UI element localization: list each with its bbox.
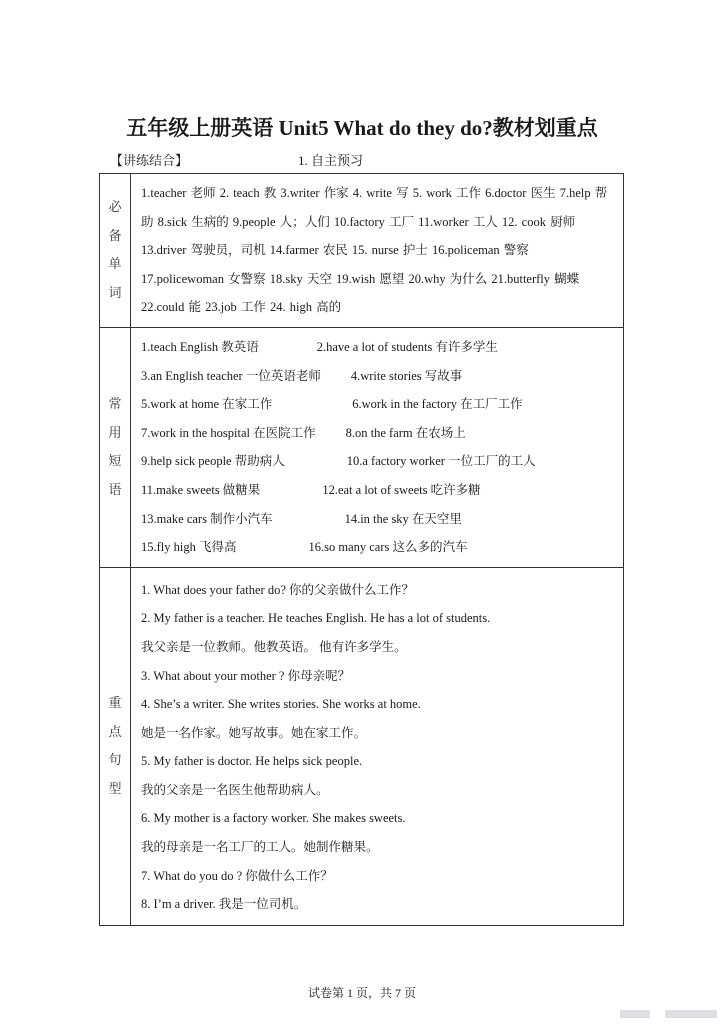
phrase: 7.work in the hospital 在医院工作 (141, 425, 316, 440)
label-char: 点 (108, 723, 122, 739)
sentence-line: 她是一名作家。她写故事。她在家工作。 (141, 725, 367, 740)
phrase: 1.teach English 教英语 (141, 339, 259, 354)
section-tag: 【讲练结合】 (110, 153, 189, 168)
label-char: 单 (108, 256, 122, 272)
page-title: 五年级上册英语 Unit5 What do they do?教材划重点 (126, 116, 598, 140)
phrase-row (141, 333, 615, 362)
phrase: 5.work at home 在家工作 (141, 397, 273, 412)
label-char: 短 (108, 453, 122, 469)
phrase: 2.have a lot of students 有许多学生 (316, 339, 498, 354)
page-footer: 试卷第 1 页，共 7 页 (307, 986, 416, 1000)
sentence-line: 7. What do you do ? 你做什么工作？ (141, 868, 333, 883)
phrase: 14.in the sky 在天空里 (344, 511, 462, 526)
watermark (620, 1010, 650, 1018)
label-char: 型 (108, 780, 122, 796)
phrase: 13.make cars 制作小汽车 (141, 511, 273, 526)
phrase: 12.eat a lot of sweets 吃许多糖 (322, 482, 481, 497)
sentences-list (131, 567, 624, 925)
phrase: 15.fly high 飞得高 (141, 540, 237, 555)
sentence-line: 1. What does your father do? 你的父亲做什么工作？ (141, 582, 414, 597)
phrase: 11.make sweets 做糖果 (141, 482, 261, 497)
sentence-line: 6. My mother is a factory worker. She makes sweets. (141, 811, 406, 826)
sentences-row (100, 567, 624, 925)
label-char: 用 (108, 424, 122, 440)
sentence-line: 我父亲是一位教师。他教英语。 他有许多学生。 (141, 639, 407, 654)
phrase: 6.work in the factory 在工厂工作 (352, 397, 523, 412)
phrases-list (131, 327, 624, 567)
phrase-row (141, 476, 615, 505)
words-row (100, 174, 624, 328)
phrase: 9.help sick people 帮助病人 (141, 454, 285, 469)
phrases-row (100, 327, 624, 567)
label-char: 句 (108, 752, 122, 768)
words-label (100, 174, 131, 328)
sentence-line: 我的母亲是一名工厂的工人。她制作糖果。 (141, 840, 379, 855)
phrase-row (141, 419, 615, 448)
watermark (665, 1010, 717, 1018)
phrase: 8.on the farm 在农场上 (345, 425, 466, 440)
phrase-row (141, 362, 615, 391)
phrase: 10.a factory worker 一位工厂的工人 (346, 454, 536, 469)
phrase-row (141, 390, 615, 419)
phrases-label (100, 327, 131, 567)
sentence-line: 5. My father is doctor. He helps sick people. (141, 754, 363, 769)
label-char: 常 (108, 396, 122, 412)
phrase-row (141, 505, 615, 534)
label-char: 备 (108, 227, 122, 243)
section-heading: 1. 自主预习 (298, 153, 364, 168)
study-table (99, 173, 624, 926)
words-list: 1.teacher 老师 2. teach 教 3.writer 作家 4. write 写 5. work 工作 6.doctor 医生 7.help 帮助 8.sick 生病的 9.people 人；人们 10.factory 工厂 11.worker 工人 12. cook 厨师 13.driver 驾驶员，司机 14.farmer 农民 15. nurse 护士 16.policeman 警察 17.policewoman 女警察 18.sky 天空 19.wish 愿望 20.why 为什么 21.butterfly 蝴蝶 22.could 能 23.job 工作 24. high 高的 (131, 174, 624, 328)
sentence-line: 3. What about your mother ? 你母亲呢？ (141, 668, 351, 683)
label-char: 词 (108, 284, 122, 300)
sentence-line: 我的父亲是一名医生他帮助病人。 (141, 782, 329, 797)
label-char: 语 (108, 481, 122, 497)
sentence-line: 2. My father is a teacher. He teaches English. He has a lot of students. (141, 611, 491, 626)
sentence-line: 8. I’m a driver. 我是一位司机。 (141, 897, 307, 912)
phrase-row (141, 447, 615, 476)
phrase: 3.an English teacher 一位英语老师 (141, 368, 321, 383)
label-char: 重 (108, 695, 122, 711)
phrase: 4.write stories 写故事 (350, 368, 463, 383)
sentences-label (100, 567, 131, 925)
phrase-row (141, 533, 615, 562)
sentence-line: 4. She’s a writer. She writes stories. She works at home. (141, 697, 421, 712)
phrase: 16.so many cars 这么多的汽车 (308, 540, 468, 555)
label-char: 必 (108, 199, 122, 215)
